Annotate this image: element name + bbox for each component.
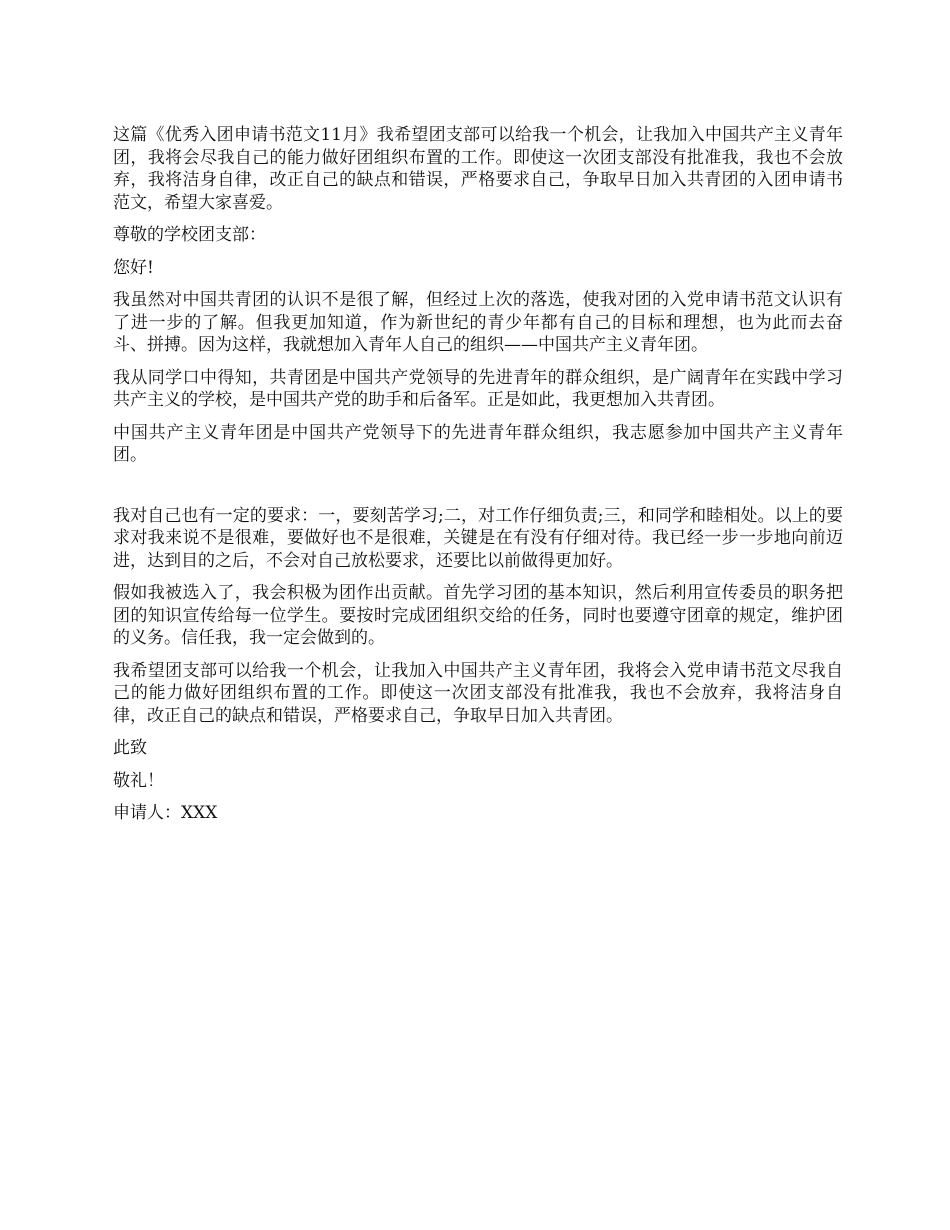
- intro-paragraph: 这篇《优秀入团申请书范文11月》我希望团支部可以给我一个机会，让我加入中国共产主义青年团，我将会尽我自己的能力做好团组织布置的工作。即使这一次团支部没有批准我，我也不会放弃，我将洁身自律，改正自己的缺点和错误，严格要求自己，争取早日加入共青团的入团申请书范文，希望大家喜爱。: [113, 125, 843, 213]
- body-paragraph: 我对自己也有一定的要求：一，要刻苦学习;二，对工作仔细负责;三，和同学和睦相处。以上的要求对我来说不是很难，要做好也不是很难，关键是在有没有仔细对待。我已经一步一步地向前迈进，达到目的之后，不会对自己放松要求，还要比以前做得更加好。: [113, 505, 843, 571]
- document-body: [113, 124, 843, 835]
- closing-salute: 敬礼！: [113, 770, 164, 791]
- salutation: 尊敬的学校团支部：: [113, 225, 266, 245]
- body-paragraph: 我希望团支部可以给我一个机会，让我加入中国共产主义青年团，我将会入党申请书范文尽我自己的能力做好团组织布置的工作。即使这一次团支部没有批准我，我也不会放弃，我将洁身自律，改正自己的缺点和错误，严格要求自己，争取早日加入共青团。: [113, 660, 843, 726]
- body-paragraph: 假如我被选入了，我会积极为团作出贡献。首先学习团的基本知识，然后利用宣传委员的职务把团的知识宣传给每一位学生。要按时完成团组织交给的任务，同时也要遵守团章的规定，维护团的义务。信任我，我一定会做到的。: [113, 583, 843, 648]
- body-paragraph: 我虽然对中国共青团的认识不是很了解，但经过上次的落选，使我对团的入党申请书范文认识有了进一步的了解。但我更加知道，作为新世纪的青少年都有自己的目标和理想，也为此而去奋斗、拼搏。因为这样，我就想加入青年人自己的组织——中国共产主义青年团。: [113, 290, 843, 355]
- body-paragraph: 我从同学口中得知，共青团是中国共产党领导的先进青年的群众组织，是广阔青年在实践中学习共产主义的学校，是中国共产党的助手和后备军。正是如此，我更想加入共青团。: [113, 367, 843, 410]
- greeting: 您好!: [113, 257, 154, 278]
- closing-phrase: 此致: [113, 738, 147, 758]
- applicant-signature: 申请人：XXX: [113, 803, 218, 823]
- body-paragraph: 中国共产主义青年团是中国共产党领导下的先进青年群众组织，我志愿参加中国共产主义青年团。: [113, 422, 843, 465]
